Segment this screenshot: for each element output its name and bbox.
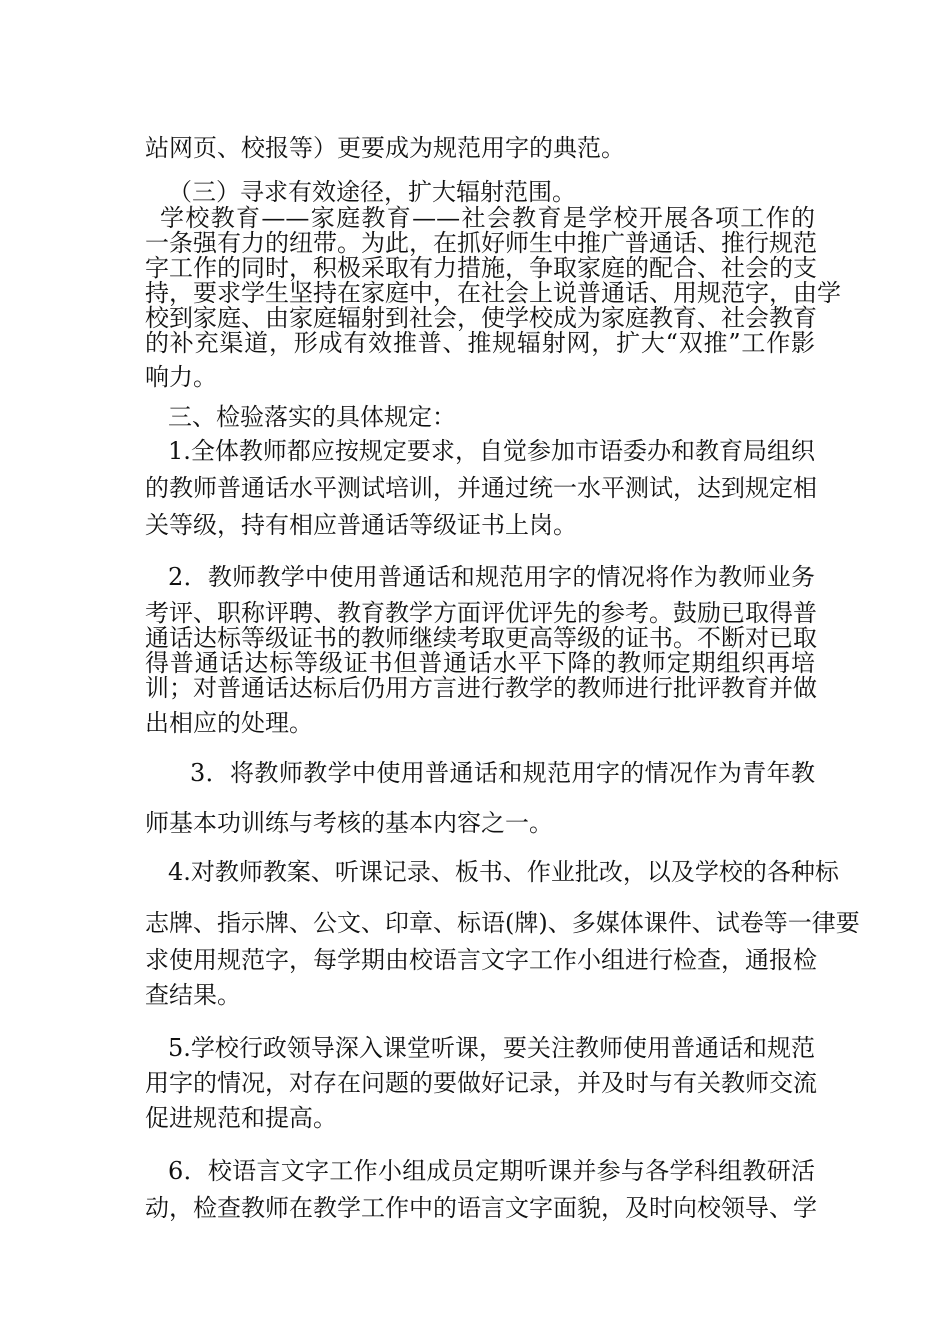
text-line: 一条强有力的纽带。为此，在抓好师生中推广普通话、推行规范 — [145, 229, 817, 257]
text-line: 4.对教师教案、听课记录、板书、作业批改，以及学校的各种标 — [168, 858, 839, 886]
text-line: 通话达标等级证书的教师继续考取更高等级的证书。不断对已取 — [145, 624, 817, 652]
text-line: 促进规范和提高。 — [145, 1104, 337, 1132]
text-line: 站网页、校报等）更要成为规范用字的典范。 — [145, 134, 625, 162]
text-line: 的补充渠道，形成有效推普、推规辐射网，扩大“双推”工作影 — [145, 329, 815, 357]
text-line: 得普通话达标等级证书但普通话水平下降的教师定期组织再培 — [145, 649, 815, 677]
text-line: 志牌、指示牌、公文、印章、标语(牌)、多媒体课件、试卷等一律要 — [145, 909, 860, 937]
text-line: 训；对普通话达标后仍用方言进行教学的教师进行批评教育并做 — [145, 674, 817, 702]
text-line: 考评、职称评聘、教育教学方面评优评先的参考。鼓励已取得普 — [145, 599, 817, 627]
text-line: 持，要求学生坚持在家庭中，在社会上说普通话、用规范字，由学 — [145, 279, 841, 307]
text-line: 的教师普通话水平测试培训，并通过统一水平测试，达到规定相 — [145, 474, 817, 502]
section-heading: 三、检验落实的具体规定： — [168, 403, 456, 431]
text-line: 求使用规范字，每学期由校语言文字工作小组进行检查，通报检 — [145, 946, 817, 974]
text-line: 5.学校行政领导深入课堂听课，要关注教师使用普通话和规范 — [168, 1034, 815, 1062]
text-line: 1.全体教师都应按规定要求，自觉参加市语委办和教育局组织 — [168, 437, 815, 465]
text-line: 学校教育——家庭教育——社会教育是学校开展各项工作的 — [160, 204, 815, 232]
text-line: 2．教师教学中使用普通话和规范用字的情况将作为教师业务 — [168, 563, 815, 591]
text-line: 3．将教师教学中使用普通话和规范用字的情况作为青年教 — [190, 759, 815, 787]
text-line: 出相应的处理。 — [145, 709, 313, 737]
text-line: 字工作的同时，积极采取有力措施，争取家庭的配合、社会的支 — [145, 254, 817, 282]
text-line: 查结果。 — [145, 981, 241, 1009]
text-line: 6．校语言文字工作小组成员定期听课并参与各学科组教研活 — [168, 1157, 815, 1185]
text-line: 用字的情况，对存在问题的要做好记录，并及时与有关教师交流 — [145, 1069, 817, 1097]
text-line: 关等级，持有相应普通话等级证书上岗。 — [145, 511, 577, 539]
text-line: 响力。 — [145, 363, 217, 391]
text-line: 校到家庭、由家庭辐射到社会，使学校成为家庭教育、社会教育 — [145, 304, 817, 332]
section-heading: （三）寻求有效途径，扩大辐射范围。 — [168, 178, 576, 206]
text-line: 动，检查教师在教学工作中的语言文字面貌，及时向校领导、学 — [145, 1194, 817, 1222]
text-line: 师基本功训练与考核的基本内容之一。 — [145, 809, 553, 837]
